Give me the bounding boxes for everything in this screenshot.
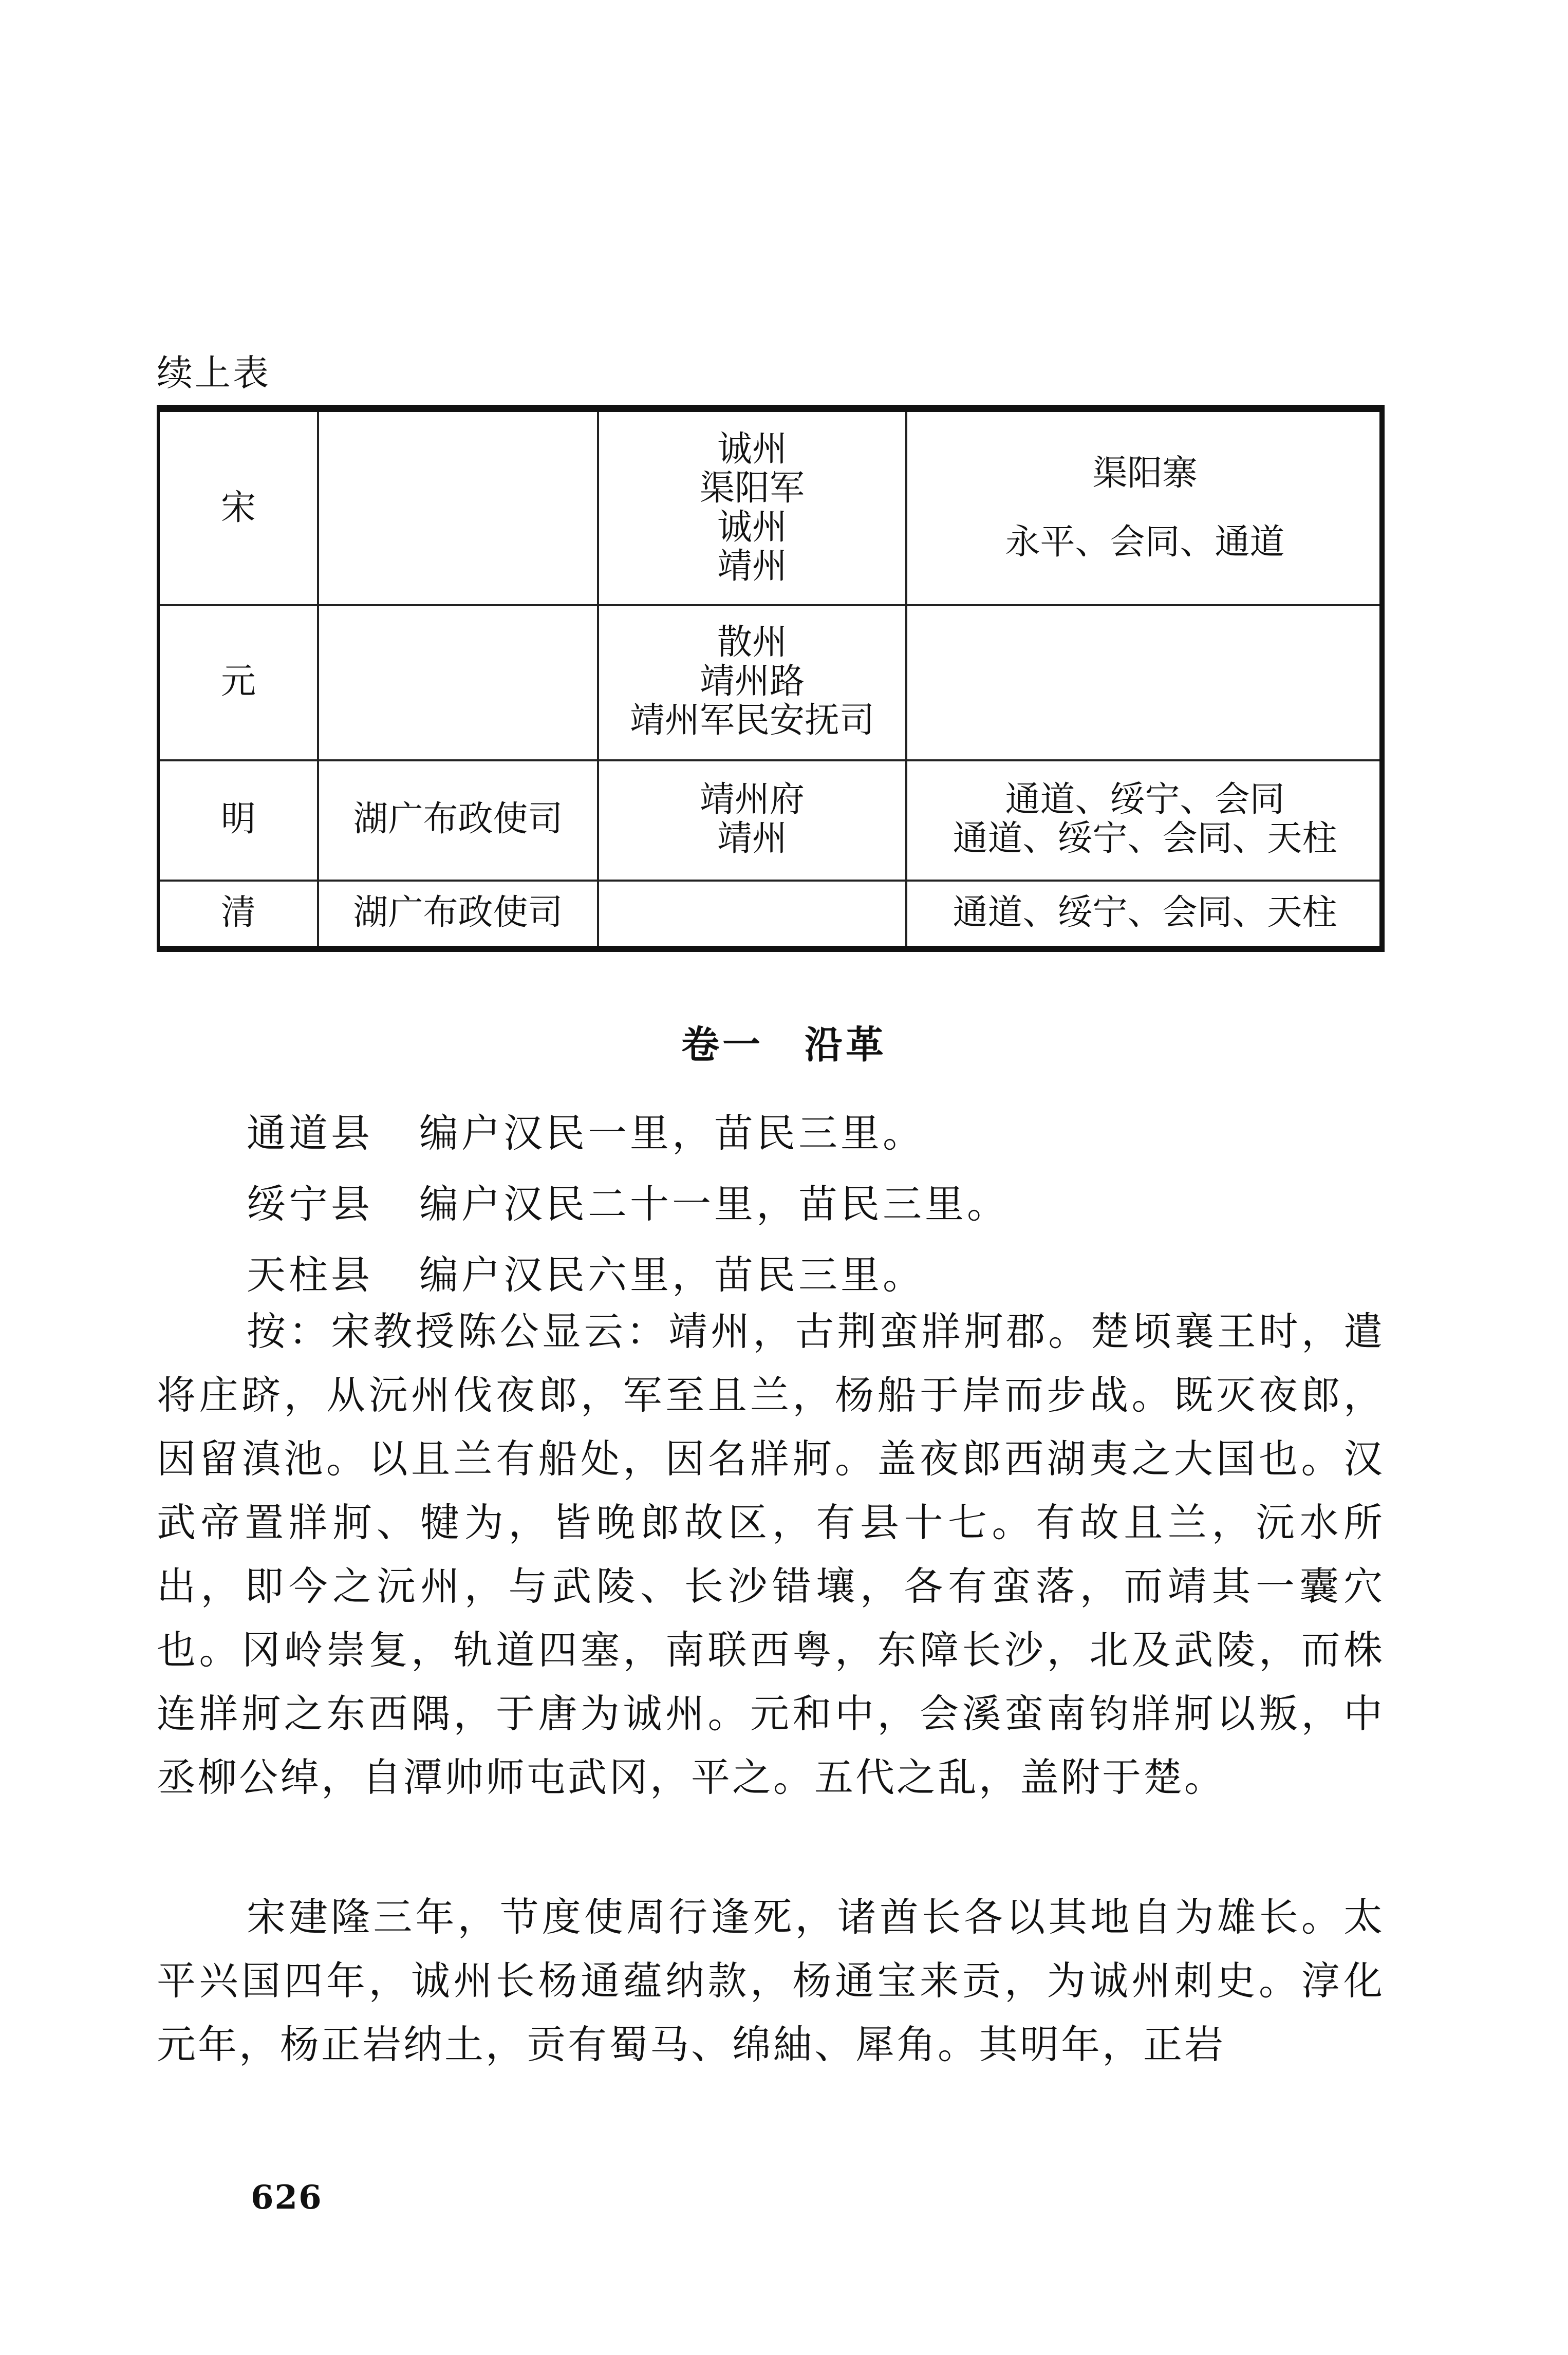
history-table bbox=[157, 405, 1385, 952]
dynasty-cell: 元 bbox=[160, 604, 319, 759]
county-line: 通道、绥宁、会同、天柱 bbox=[953, 892, 1337, 933]
dynasty-cell: 宋 bbox=[160, 412, 319, 604]
county-name: 天柱县 bbox=[247, 1252, 373, 1298]
county-cell bbox=[907, 759, 1383, 880]
county-line: 通道、绥宁、会同、天柱 bbox=[953, 818, 1337, 859]
dynasty-cell: 清 bbox=[160, 880, 319, 946]
province-cell: 湖广布政使司 bbox=[319, 759, 599, 880]
province-cell: 湖广布政使司 bbox=[319, 880, 599, 946]
prefecture-line: 靖州府 bbox=[699, 779, 805, 820]
table-caption: 续上表 bbox=[157, 352, 271, 394]
county-cell bbox=[907, 604, 1383, 759]
prefecture-line: 散州 bbox=[717, 622, 787, 663]
prefecture-line: 靖州 bbox=[717, 818, 787, 859]
county-line: 渠阳寨 bbox=[1092, 453, 1198, 494]
table-row bbox=[160, 880, 1379, 946]
prefecture-line: 靖州军民安抚司 bbox=[629, 700, 874, 741]
table-row bbox=[160, 412, 1379, 606]
county-name: 绥宁县 bbox=[247, 1181, 373, 1227]
province-cell bbox=[319, 412, 599, 604]
county-cell bbox=[907, 412, 1383, 604]
prefecture-line: 靖州 bbox=[717, 546, 787, 587]
household-text: 编户汉民六里，苗民三里。 bbox=[419, 1252, 925, 1298]
table-row bbox=[160, 759, 1379, 882]
province-cell bbox=[319, 604, 599, 759]
dynasty-cell: 明 bbox=[160, 759, 319, 880]
prefecture-cell bbox=[599, 604, 907, 759]
household-entry bbox=[247, 1102, 925, 1158]
prefecture-cell bbox=[599, 880, 907, 946]
prefecture-line: 靖州路 bbox=[699, 661, 805, 702]
county-line: 通道、绥宁、会同 bbox=[1005, 779, 1285, 820]
body-paragraph: 按：宋教授陈公显云：靖州，古荆蛮牂牁郡。楚顷襄王时，遣将庄跻，从沅州伐夜郎，军至且兰，杨船于岸而步战。既灭夜郎，因留滇池。以且兰有船处，因名牂牁。盖夜郎西湖夷之大国也。汉武帝置牂牁、犍为，皆晚郎故区，有县十七。有故且兰，沅水所出，即今之沅州，与武陵、长沙错壤，各有蛮落，而靖其一囊穴也。冈岭崇复，轨道四塞，南联西粤，东障长沙，北及武陵，而株连牂牁之东西隅，于唐为诚州。元和中，会溪蛮南钧牂牁以叛，中丞柳公绰，自潭帅师屯武冈，平之。五代之乱，盖附于楚。 bbox=[157, 1309, 1385, 1800]
county-name: 通道县 bbox=[247, 1110, 373, 1156]
county-cell bbox=[907, 880, 1383, 946]
county-line: 永平、会同、通道 bbox=[1005, 522, 1285, 563]
chapter-title: 卷一 沿革 bbox=[681, 1023, 887, 1067]
household-entry bbox=[247, 1173, 1009, 1229]
household-entry bbox=[247, 1244, 925, 1300]
prefecture-cell bbox=[599, 759, 907, 880]
prefecture-line: 渠阳军 bbox=[699, 468, 805, 509]
prefecture-line: 诚州 bbox=[717, 429, 787, 470]
table-row bbox=[160, 604, 1379, 761]
household-text: 编户汉民一里，苗民三里。 bbox=[419, 1110, 925, 1156]
prefecture-cell bbox=[599, 412, 907, 604]
household-text: 编户汉民二十一里，苗民三里。 bbox=[419, 1181, 1009, 1227]
body-paragraph: 宋建隆三年，节度使周行逢死，诸酋长各以其地自为雄长。太平兴国四年，诚州长杨通蕴纳款，杨通宝来贡，为诚州刺史。淳化元年，杨正岩纳土，贡有蜀马、绵紬、犀角。其明年，正岩 bbox=[157, 1894, 1385, 2067]
page-number: 626 bbox=[251, 2178, 323, 2217]
prefecture-line: 诚州 bbox=[717, 507, 787, 548]
